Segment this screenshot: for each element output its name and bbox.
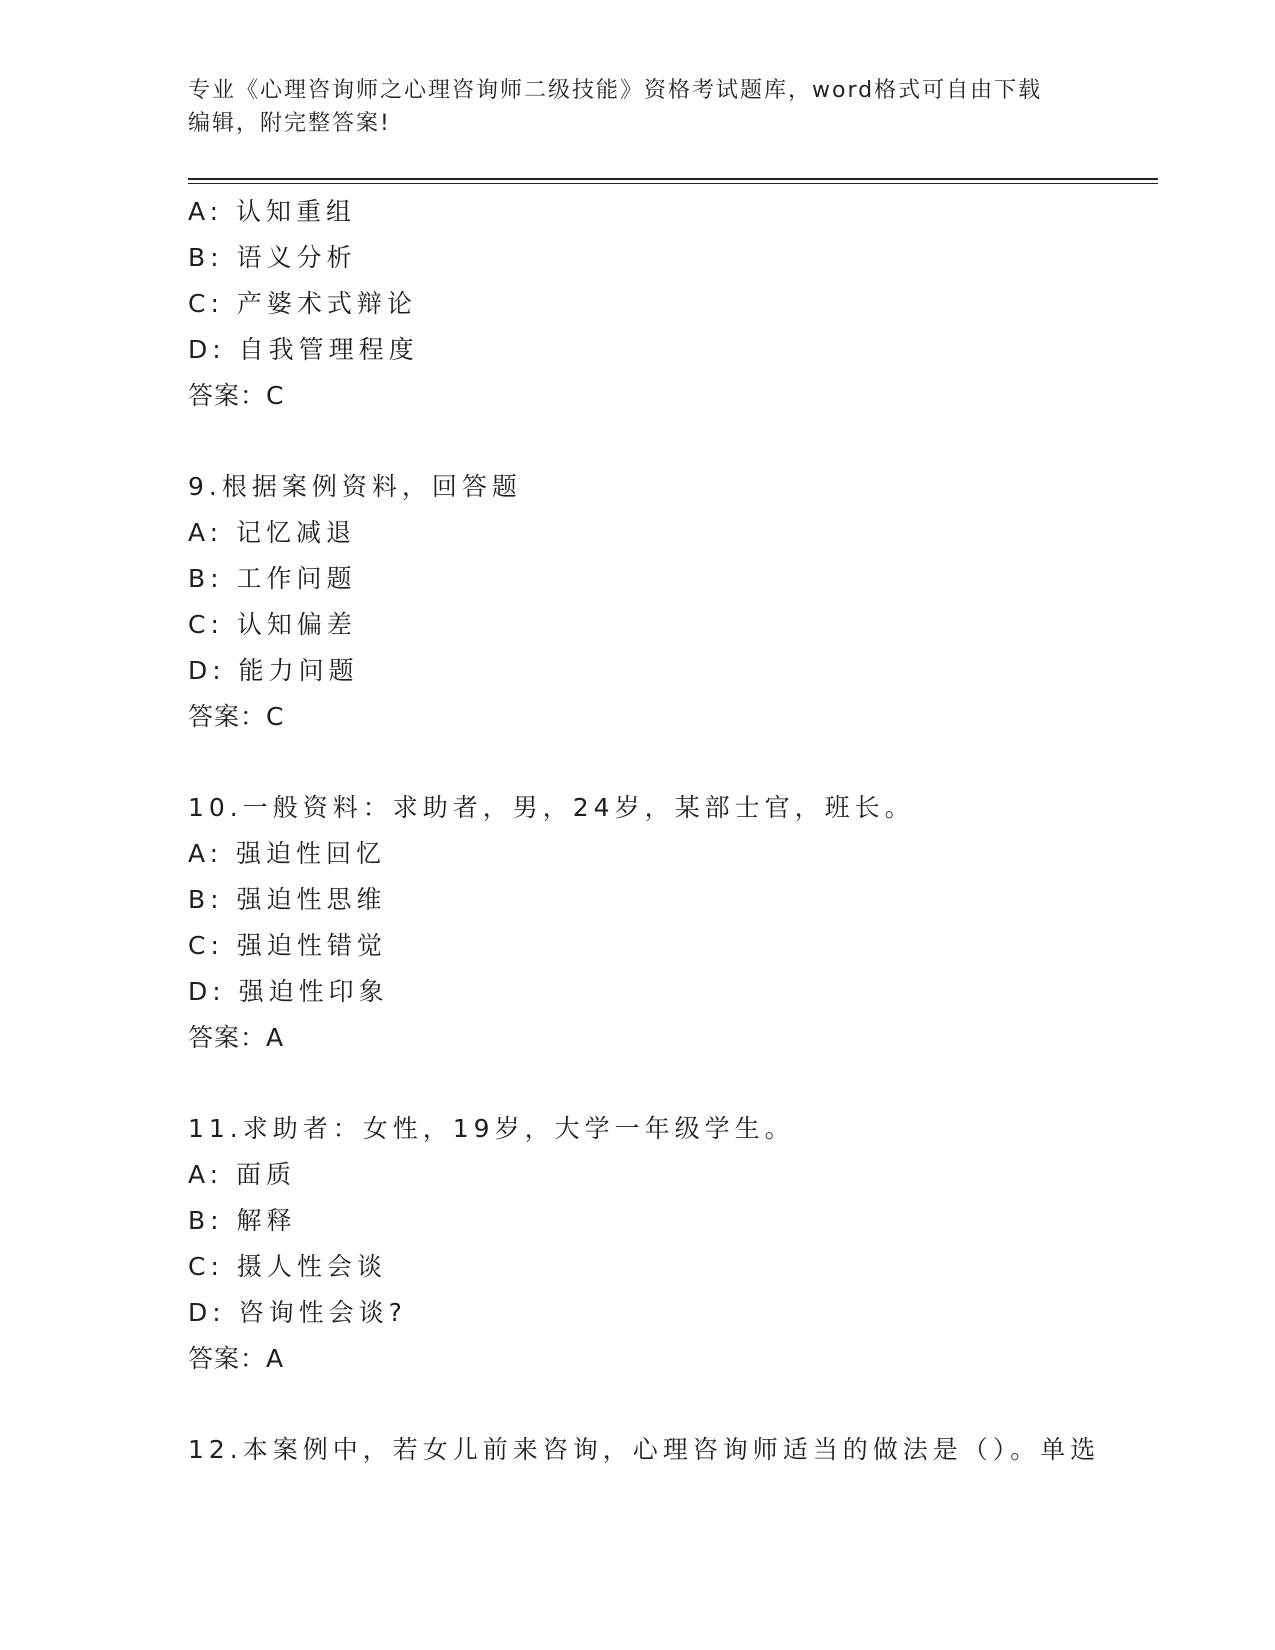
question-stem: 12.本案例中，若女儿前来咨询，心理咨询师适当的做法是（）。单选 [188,1435,1101,1464]
question-list [188,189,1148,1473]
option-b: B: 工作问题 [188,564,357,593]
document-header [188,74,1088,140]
question-10-block [188,785,1148,1061]
option-c: C: 摄人性会谈 [188,1252,387,1281]
option-c: C: 产婆术式辩论 [188,289,417,318]
option-c: C: 认知偏差 [188,610,357,639]
question-8-block [188,189,1148,419]
question-gap [188,1382,1148,1427]
option-a: A: 记忆减退 [188,518,357,547]
option-b: B: 解释 [188,1206,297,1235]
question-9-block [188,464,1148,740]
header-line-1: 专业《心理咨询师之心理咨询师二级技能》资格考试题库，word格式可自由下载 [188,78,1043,103]
option-b: B: 强迫性思维 [188,885,387,914]
option-a: A: 认知重组 [188,197,357,226]
question-11-block [188,1106,1148,1382]
header-line-2: 编辑，附完整答案! [188,111,391,136]
option-d: D: 能力问题 [188,656,359,685]
answer-line: 答案：C [188,381,285,410]
question-stem: 11.求助者：女性，19岁，大学一年级学生。 [188,1114,795,1143]
question-gap [188,1061,1148,1106]
option-d: D: 强迫性印象 [188,977,389,1006]
option-a: A: 面质 [188,1160,297,1189]
answer-line: 答案：A [188,1344,285,1373]
option-d: D: 咨询性会谈? [188,1298,407,1327]
question-gap [188,419,1148,464]
header-divider-thick [188,178,1158,180]
option-a: A: 强迫性回忆 [188,839,387,868]
question-stem: 9.根据案例资料，回答题 [188,472,522,501]
answer-line: 答案：C [188,702,285,731]
option-c: C: 强迫性错觉 [188,931,387,960]
question-gap [188,740,1148,785]
option-d: D: 自我管理程度 [188,335,419,364]
question-12-block [188,1427,1148,1473]
header-divider-thin [188,183,1158,184]
answer-line: 答案：A [188,1023,285,1052]
option-b: B: 语义分析 [188,243,357,272]
question-stem: 10.一般资料：求助者，男，24岁，某部士官，班长。 [188,793,915,822]
